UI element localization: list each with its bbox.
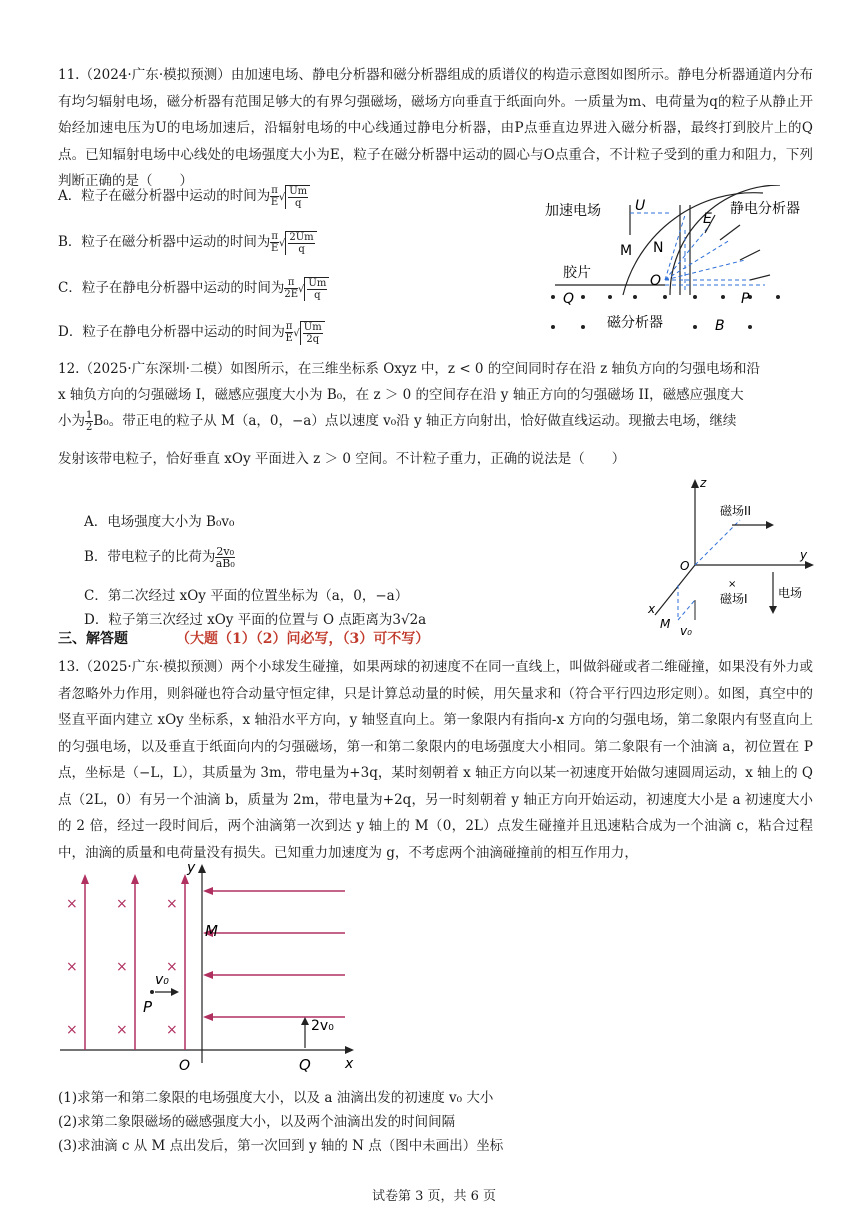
svg-text:z: z: [700, 476, 707, 490]
q11-option-c[interactable]: C．粒子在静电分析器中运动的时间为 $\frac{\pi}{2E}$ √ $\frac{Um}{q}$: [58, 276, 329, 301]
svg-text:y: y: [187, 860, 196, 876]
label-U: U: [635, 198, 646, 214]
q13-stem: 13.（2025·广东·模拟预测）两个小球发生碰撞，如果两球的初速度不在同一直线上，叫做斜碰或者二维碰撞，如果没有外力或者忽略外力作用，则斜碰也符合动量守恒定律，只是计算总动量的时候，用矢量求和（符合平行四边形定则）。如图，真空中的竖直平面内建立 xOy 坐标系，x 轴沿水平方向，y 轴竖直向上。第一象限内有指向-x 方向的匀强电场，第二象限内有竖直向上的匀强电场，以及垂直于纸面向内的匀强磁场，第一和第二象限内的电场强度大小相同。第二象限有一个油滴 a，初位置在 P 点，坐标是（−L，L），其质量为 3m，带电量为+3q，某时刻朝着 x 轴正方向以某一初速度开始做匀速圆周运动，x 轴上的 Q 点（2L，0）有另一个油滴 b，质量为 2m，带电量为+2q，另一时刻朝着 y 轴正方向开始运动，初速度大小是 a 初速度大小的 2 倍，经过一段时间后，两个油滴第一次到达 y 轴上的 M（0，2L）点发生碰撞并且迅速粘合成为一个油滴 c，粘合过程中，油滴的质量和电荷量没有损失。已知重力加速度为 g，不考虑两个油滴碰撞前的相互作用力，: [58, 659, 813, 861]
q13-figure: [55, 858, 365, 1073]
q11-stem: 11.（2024·广东·模拟预测）由加速电场、静电分析器和磁分析器组成的质谱仪的构造示意图如图所示。静电分析器通道内分布有均匀辐射电场，磁分析器有范围足够大的有界匀强磁场，磁场方向垂直于纸面向外。一质量为m、电荷量为q的粒子从静止开始经加速电压为U的电场加速后，沿辐射电场的中心线通过静电分析器，由P点垂直边界进入磁分析器，最终打到胶片上的Q点。已知辐射电场中心线处的电场强度大小为E，粒子在磁分析器中运动的圆心与O点重合，不计粒子受到的重力和阻力，下列判断正确的是（ ）: [58, 67, 813, 189]
magnetic-crosses: [66, 896, 178, 1038]
q12-stem-line3: 小为 $\frac{1}{2}$ B₀。带正电的粒子从 M（a，0，−a）点以速度 v₀沿 y 轴正方向射出，恰好做直线运动。现撤去电场，继续: [58, 410, 737, 433]
q12-stem-line4: 发射该带电粒子，恰好垂直 xOy 平面进入 z ＞ 0 空间。不计粒子重力，正确的说法是（ ）: [58, 451, 626, 467]
q12-option-b[interactable]: B．带电粒子的比荷为 $\frac{\text{2v₀}}{\text{aB₀}}$: [84, 545, 235, 570]
q11-figure: [535, 185, 835, 340]
svg-text:Q: Q: [299, 1056, 311, 1073]
svg-text:×: ×: [166, 959, 178, 975]
svg-text:M: M: [660, 617, 671, 631]
label-magnetic-analyzer: 磁分析器: [607, 315, 663, 331]
svg-text:O: O: [179, 1058, 191, 1073]
q12-stem-line2: x 轴负方向的匀强磁场 I，磁感应强度大小为 B₀，在 z ＞ 0 的空间存在沿 y 轴正方向的匀强磁场 II，磁感应强度大: [58, 387, 744, 403]
field-arrows: [705, 215, 770, 280]
label-N: N: [653, 240, 664, 256]
svg-text:磁场II: 磁场II: [720, 504, 752, 518]
svg-text:M: M: [205, 922, 218, 940]
q12-option-c[interactable]: C．第二次经过 xOy 平面的位置坐标为（a，0，−a）: [84, 588, 409, 604]
section-note: （大题（1）（2）问必写，（3）可不写）: [176, 631, 430, 647]
page-footer: 试卷第 3 页，共 6 页: [371, 1189, 497, 1204]
section-title: 三、解答题: [58, 631, 128, 647]
label-accel-field: 加速电场: [545, 203, 601, 219]
label-E: E: [703, 211, 712, 227]
q13-sub2: (2)求第二象限磁场的磁感强度大小，以及两个油滴出发的时间间隔: [58, 1114, 456, 1130]
q11-option-d[interactable]: D．粒子在静电分析器中运动的时间为 $\frac{\pi}{E}$ √ $\frac{Um}{2q}$: [58, 320, 325, 345]
svg-text:×: ×: [166, 1022, 178, 1038]
svg-text:v₀: v₀: [155, 972, 169, 988]
svg-text:x: x: [648, 602, 656, 616]
q12-figure: [640, 475, 820, 640]
svg-text:P: P: [143, 998, 153, 1016]
q13-sub1: (1)求第一和第二象限的电场强度大小，以及 a 油滴出发的初速度 v₀ 大小: [58, 1090, 494, 1106]
svg-text:×: ×: [116, 1022, 128, 1038]
q12-option-d[interactable]: D．粒子第三次经过 xOy 平面的位置与 O 点距离为3√2a: [84, 612, 427, 628]
label-film: 胶片: [563, 265, 591, 281]
svg-text:y: y: [800, 548, 808, 562]
label-electrostatic-analyzer: 静电分析器: [730, 201, 800, 217]
q12-option-a[interactable]: A．电场强度大小为 B₀v₀: [84, 514, 235, 530]
svg-text:×: ×: [66, 959, 78, 975]
quadrant1-field-lines: [203, 887, 345, 1021]
svg-text:v₀: v₀: [680, 624, 692, 638]
q13-sub3: (3)求油滴 c 从 M 点出发后，第一次回到 y 轴的 N 点（图中未画出）坐标: [58, 1138, 504, 1154]
svg-text:×: ×: [116, 896, 128, 912]
label-B: B: [715, 318, 725, 334]
svg-text:×: ×: [66, 1022, 78, 1038]
svg-text:×: ×: [66, 896, 78, 912]
label-P: P: [741, 291, 750, 307]
svg-text:O: O: [680, 559, 690, 573]
q12-stem-line1: 12.（2025·广东深圳·二模）如图所示，在三维坐标系 Oxyz 中，z < 0 的空间同时存在沿 z 轴负方向的匀强电场和沿: [58, 361, 760, 377]
label-M: M: [620, 243, 633, 259]
q11-option-b[interactable]: B．粒子在磁分析器中运动的时间为 $\frac{\pi}{E}$ √ $\frac{2Um}{q}$: [58, 230, 317, 255]
q11-option-a[interactable]: A．粒子在磁分析器中运动的时间为 $\frac{\pi}{E}$ √ $\frac{Um}{q}$: [58, 184, 310, 209]
svg-text:2v₀: 2v₀: [311, 1018, 334, 1034]
label-O: O: [650, 273, 662, 289]
svg-text:x: x: [345, 1056, 354, 1072]
svg-text:磁场I: 磁场I: [720, 592, 748, 606]
svg-text:×: ×: [166, 896, 178, 912]
svg-text:×: ×: [728, 579, 737, 590]
svg-text:×: ×: [116, 959, 128, 975]
label-Q: Q: [563, 291, 575, 307]
svg-text:电场: 电场: [778, 586, 803, 600]
